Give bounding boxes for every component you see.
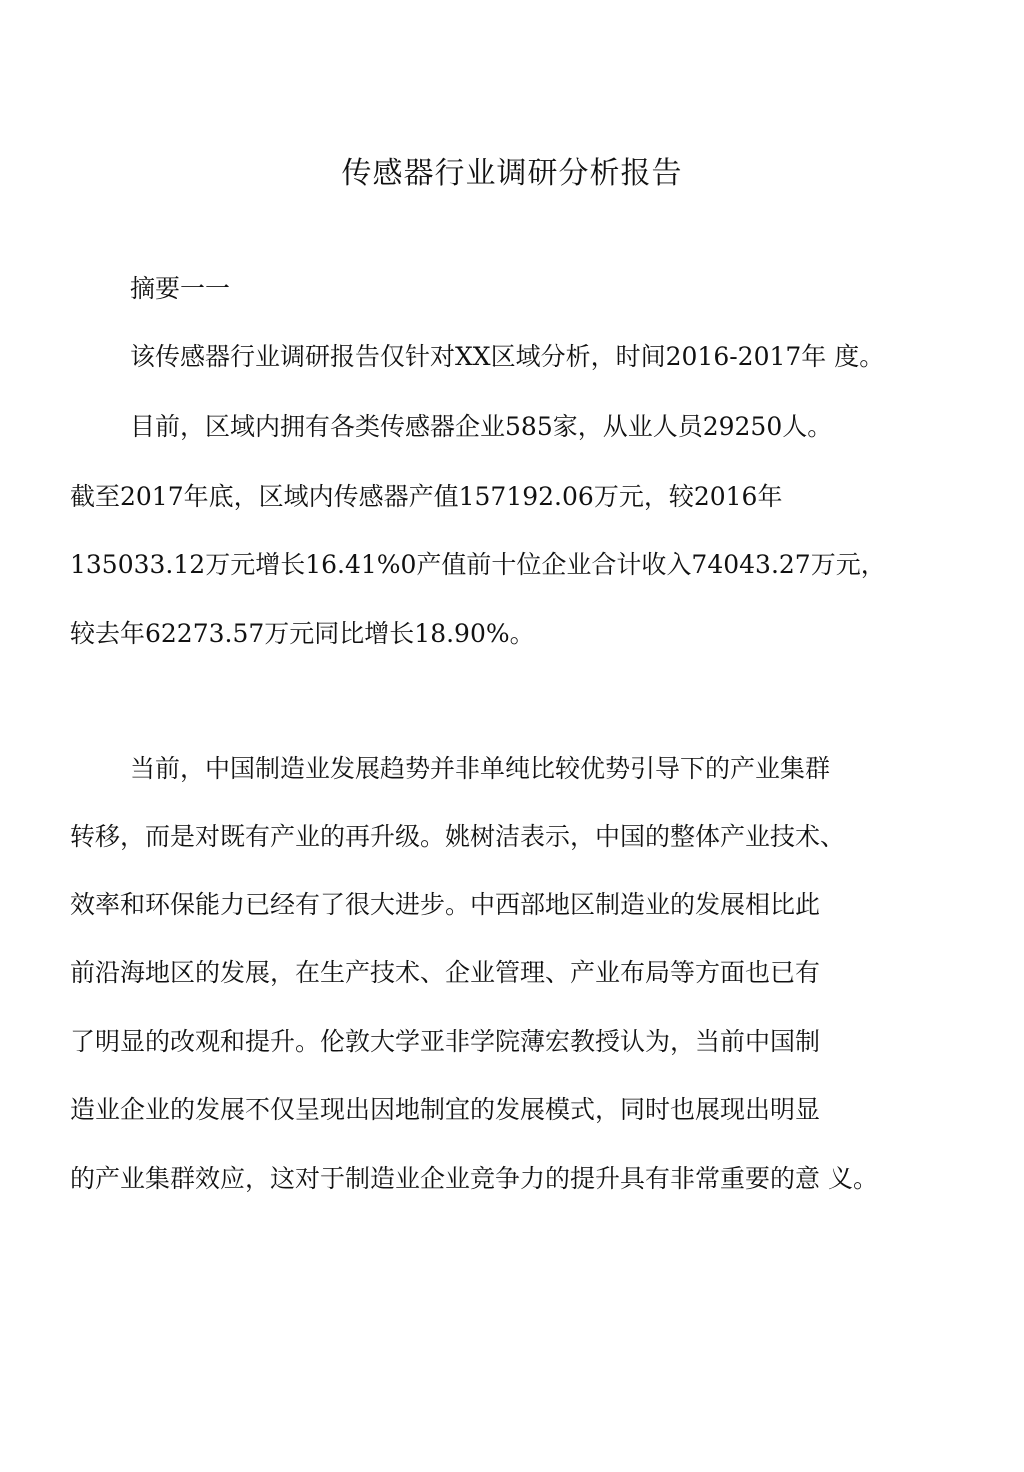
paragraph1-line: 135033.12万元增长16.41%0产值前十位企业合计收入74043.27万元， [70,550,886,579]
paragraph2-line: 前沿海地区的发展，在生产技术、企业管理、产业布局等方面也已有 [70,958,821,987]
paragraph2-line: 了明显的改观和提升。伦敦大学亚非学院薄宏教授认为，当前中国制 [70,1027,821,1056]
paragraph2-line: 当前，中国制造业发展趋势并非单纯比较优势引导下的产业集群 [130,754,831,783]
document-title: 传感器行业调研分析报告 [341,156,683,191]
paragraph1-line: 该传感器行业调研报告仅针对XX区域分析，时间2016-2017年 度。 [130,342,885,371]
paragraph2-line: 的产业集群效应，这对于制造业企业竞争力的提升具有非常重要的意 义。 [70,1164,878,1193]
paragraph1-line: 截至2017年底，区域内传感器产值157192.06万元，较2016年 [70,482,783,511]
paragraph2-line: 转移，而是对既有产业的再升级。姚树洁表示，中国的整体产业技术、 [70,822,846,851]
paragraph2-line: 造业企业的发展不仅呈现出因地制宜的发展模式，同时也展现出明显 [70,1095,821,1124]
abstract-heading: 摘要一一 [130,274,231,303]
paragraph1-line: 较去年62273.57万元同比增长18.90%。 [70,619,535,648]
paragraph2-line: 效率和环保能力已经有了很大进步。中西部地区制造业的发展相比此 [70,890,821,919]
paragraph1-line: 目前，区域内拥有各类传感器企业585家，从业人员29250人。 [130,412,833,441]
